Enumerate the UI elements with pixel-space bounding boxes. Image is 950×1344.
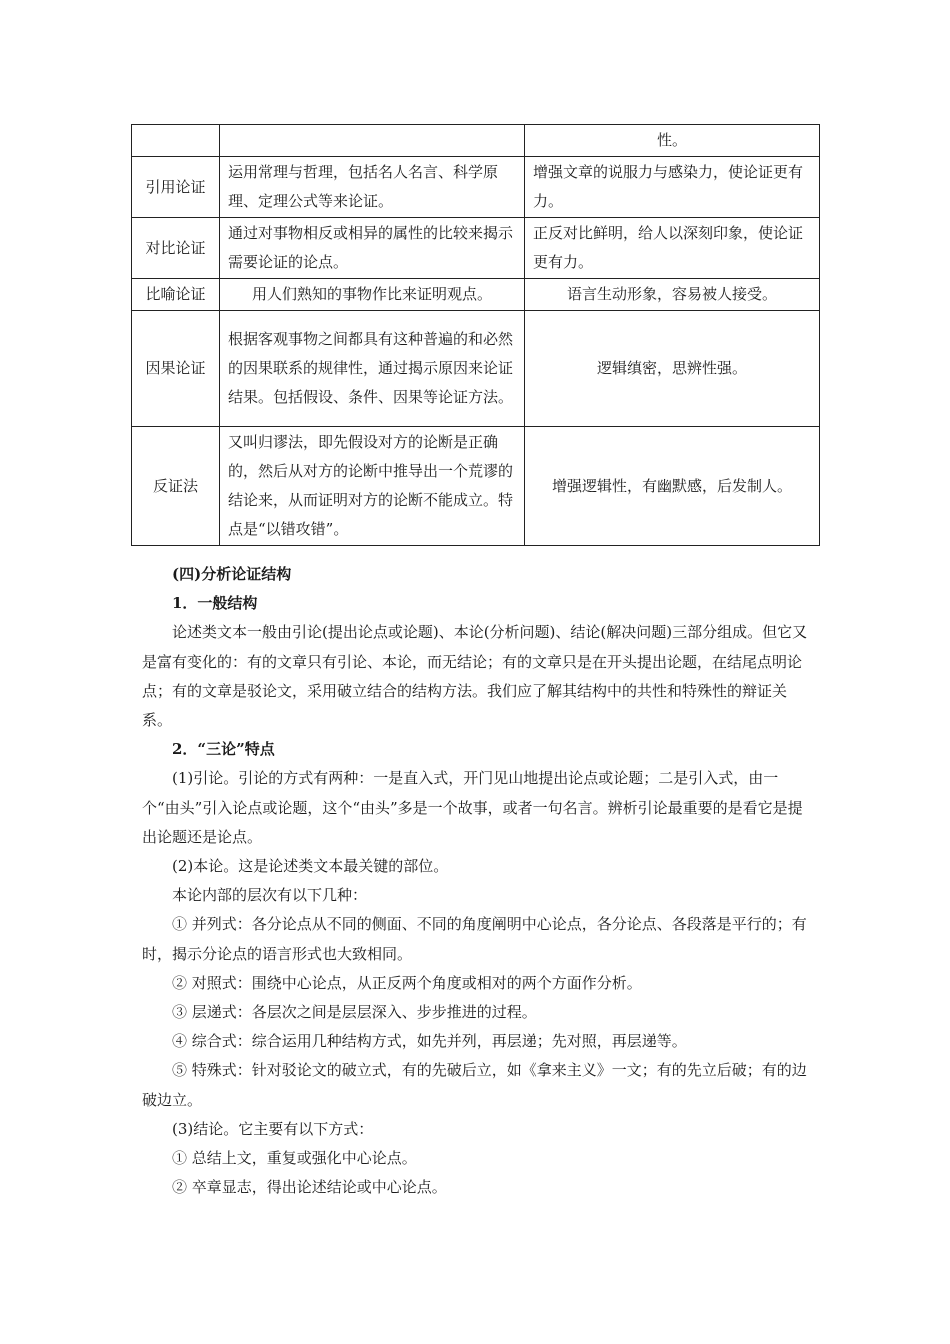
method-effect: 性。 (525, 125, 820, 157)
list-item: ① 总结上文，重复或强化中心论点。 (172, 1149, 417, 1168)
list-item: ② 卒章显志，得出论述结论或中心论点。 (172, 1178, 447, 1197)
method-name: 反证法 (132, 427, 220, 546)
method-name: 比喻论证 (132, 279, 220, 311)
method-description: 用人们熟知的事物作比来证明观点。 (220, 279, 525, 311)
paragraph: (3)结论。它主要有以下方式： (172, 1119, 374, 1138)
table-row (132, 279, 820, 311)
subsection-title: 1．一般结构 (172, 594, 258, 613)
method-name: 因果论证 (132, 311, 220, 427)
method-name: 引用论证 (132, 157, 220, 218)
table-row (132, 125, 820, 157)
method-name (132, 125, 220, 157)
table-row (132, 311, 820, 427)
list-item: ① 并列式：各分论点从不同的侧面、不同的角度阐明中心论点，各分论点、各段落是平行的；有时，揭示分论点的语言形式也大致相同。 (142, 915, 807, 963)
table-row (132, 157, 820, 218)
paragraph: (1)引论。引论的方式有两种：一是直入式，开门见山地提出论点或论题；二是引入式，由一个“由头”引入论点或论题，这个“由头”多是一个故事，或者一句名言。辨析引论最重要的是看它是提出论题还是论点。 (142, 769, 803, 846)
body-text (142, 560, 812, 1202)
method-effect: 语言生动形象，容易被人接受。 (525, 279, 820, 311)
list-item: ② 对照式：围绕中心论点，从正反两个角度或相对的两个方面作分析。 (172, 973, 642, 992)
list-item: ⑤ 特殊式：针对驳论文的破立式，有的先破后立，如《拿来主义》一文；有的先立后破；有的边破边立。 (142, 1061, 807, 1109)
table-row (132, 218, 820, 279)
paragraph: 论述类文本一般由引论(提出论点或论题)、本论(分析问题)、结论(解决问题)三部分组成。但它又是富有变化的：有的文章只有引论、本论，而无结论；有的文章只是在开头提出论题，在结尾点明论点；有的文章是驳论文，采用破立结合的结构方法。我们应了解其结构中的共性和特殊性的辩证关系。 (142, 623, 808, 730)
method-effect: 逻辑缜密，思辨性强。 (525, 311, 820, 427)
method-description: 通过对事物相反或相异的属性的比较来揭示需要论证的论点。 (220, 218, 525, 279)
list-item: ④ 综合式：综合运用几种结构方式，如先并列，再层递；先对照，再层递等。 (172, 1032, 687, 1051)
method-description: 运用常理与哲理，包括名人名言、科学原理、定理公式等来论证。 (220, 157, 525, 218)
list-item: ③ 层递式：各层次之间是层层深入、步步推进的过程。 (172, 1003, 537, 1022)
method-effect: 增强逻辑性，有幽默感，后发制人。 (525, 427, 820, 546)
method-name: 对比论证 (132, 218, 220, 279)
method-description: 又叫归谬法，即先假设对方的论断是正确的，然后从对方的论断中推导出一个荒谬的结论来，从而证明对方的论断不能成立。特点是“以错攻错”。 (220, 427, 525, 546)
section-title: (四)分析论证结构 (172, 565, 292, 583)
table-row (132, 427, 820, 546)
paragraph: (2)本论。这是论述类文本最关键的部位。 (172, 857, 449, 876)
method-effect: 增强文章的说服力与感染力，使论证更有力。 (525, 157, 820, 218)
subsection-title: 2．“三论”特点 (172, 740, 275, 759)
method-description: 根据客观事物之间都具有这种普遍的和必然的因果联系的规律性，通过揭示原因来论证结果。包括假设、条件、因果等论证方法。 (220, 311, 525, 427)
method-description (220, 125, 525, 157)
paragraph: 本论内部的层次有以下几种： (172, 886, 368, 905)
method-effect: 正反对比鲜明，给人以深刻印象，使论证更有力。 (525, 218, 820, 279)
argument-methods-table (131, 124, 820, 546)
